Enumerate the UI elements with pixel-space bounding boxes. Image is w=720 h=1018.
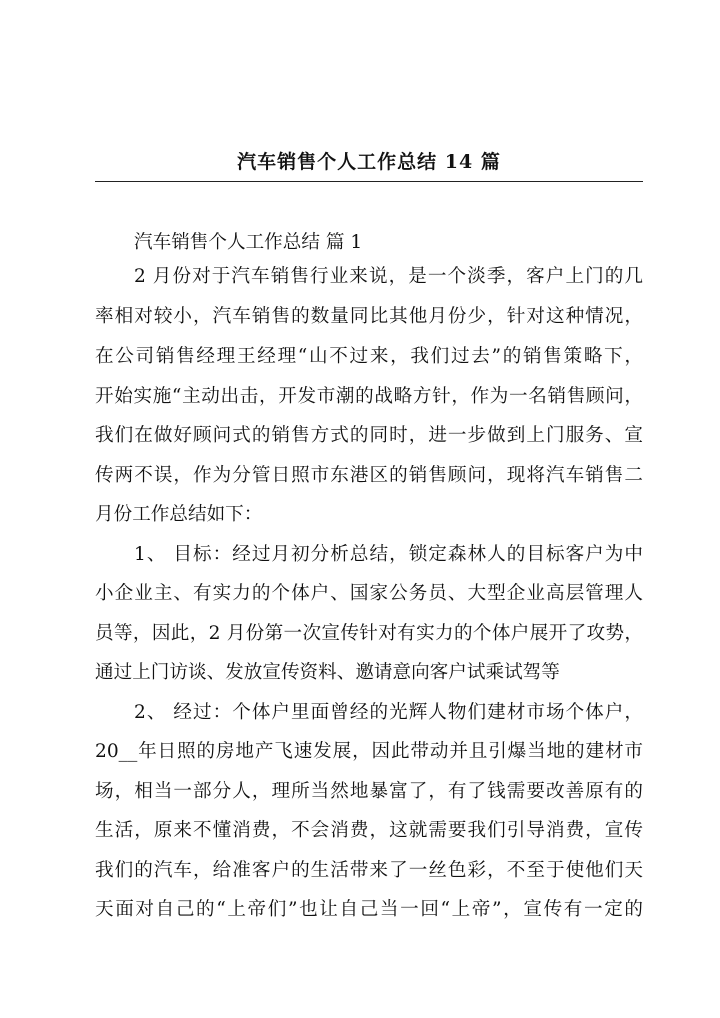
text-line: 1、 目标：经过月初分析总结，锁定森林人的目标客户为中: [134, 544, 643, 565]
text-line: 传两不误，作为分管日照市东港区的销售顾问，现将汽车销售二: [95, 465, 643, 486]
document-title: 汽车销售个人工作总结 14 篇: [237, 151, 501, 173]
text-line: 我们的汽车，给准客户的生活带来了一丝色彩，不至于使他们天: [95, 860, 643, 881]
text-line: 20__年日照的房地产飞速发展，因此带动并且引爆当地的建材市: [95, 741, 643, 762]
text-line: 我们在做好顾问式的销售方式的同时，进一步做到上门服务、宣: [95, 425, 643, 446]
text-line: 2 月份对于汽车销售行业来说，是一个淡季，客户上门的几: [134, 266, 643, 287]
text-line: 小企业主、有实力的个体户、国家公务员、大型企业高层管理人: [95, 583, 643, 604]
text-line: 生活，原来不懂消费，不会消费，这就需要我们引导消费，宣传: [95, 820, 643, 841]
title-divider: [95, 181, 643, 182]
text-line: 率相对较小，汽车销售的数量同比其他月份少，针对这种情况，: [95, 306, 643, 327]
text-line: 天面对自己的“上帝们”也让自己当一回“上帝”，宣传有一定的: [95, 899, 643, 920]
text-line: 2、 经过：个体户里面曾经的光辉人物们建材市场个体户，: [134, 702, 643, 723]
text-line: 开始实施“主动出击，开发市潮的战略方针，作为一名销售顾问，: [95, 386, 643, 407]
text-line: 在公司销售经理王经理“山不过来，我们过去”的销售策略下，: [95, 346, 643, 367]
text-line: 员等，因此，2 月份第一次宣传针对有实力的个体户展开了攻势，: [95, 623, 643, 644]
text-line: 月份工作总结如下：: [95, 504, 263, 525]
text-line: 场，相当一部分人，理所当然地暴富了，有了钱需要改善原有的: [95, 781, 643, 802]
text-line: 通过上门访谈、发放宣传资料、邀请意向客户试乘试驾等: [95, 662, 560, 683]
section-heading: 汽车销售个人工作总结 篇 1: [134, 232, 363, 253]
